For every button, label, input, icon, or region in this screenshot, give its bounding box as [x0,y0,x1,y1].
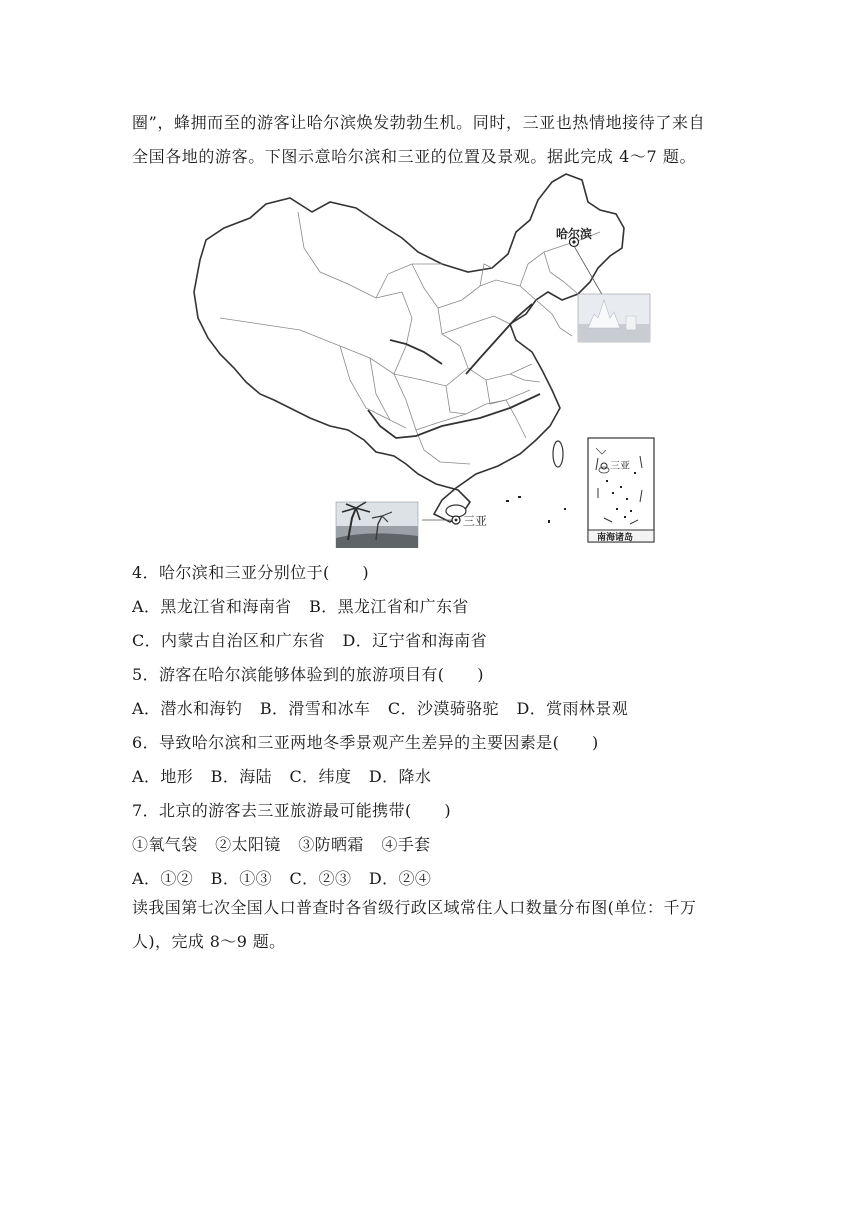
question-4-options-row-2 [132,624,742,658]
option-c: C．纬度 [289,767,352,786]
question-6-options [132,760,742,794]
option-c: C．②③ [289,869,352,888]
question-4-stem: 4．哈尔滨和三亚分别位于( ) [132,563,370,582]
option-c: C．内蒙古自治区和广东省 [132,631,326,650]
intro-line-1: 圈”，蜂拥而至的游客让哈尔滨焕发勃勃生机。同时，三亚也热情地接待了来自 [132,113,706,132]
palm-beach-photo [336,502,418,548]
option-d: D．降水 [368,767,432,786]
tail-line-2: 人)，完成 8～9 题。 [132,932,286,951]
option-d: D．赏雨林景观 [516,699,629,718]
option-d: D．②④ [368,869,432,888]
option-a: A．黑龙江省和海南省 [132,597,292,616]
question-4-options-row-1 [132,590,742,624]
south-china-sea-inset [588,438,654,542]
option-a: A．潜水和海钓 [132,699,243,718]
item-4: ④手套 [381,835,431,854]
option-a: A．地形 [132,767,194,786]
option-b: B．黑龙江省和广东省 [309,597,469,616]
item-2: ②太阳镜 [215,835,281,854]
questions-block [132,556,742,896]
option-d: D．辽宁省和海南省 [342,631,487,650]
intro-line-2: 全国各地的游客。下图示意哈尔滨和三亚的位置及景观。据此完成 4～7 题。 [132,147,697,166]
china-map-figure [180,168,680,548]
intro-paragraph [132,106,742,174]
taiwan-island [553,441,563,467]
harbin-label: 哈尔滨 [556,227,593,241]
china-map-svg [180,168,680,548]
option-b: B．滑雪和冰车 [259,699,371,718]
question-7-items [132,828,742,862]
option-b: B．海陆 [210,767,273,786]
inset-title: 南海诸岛 [597,533,634,543]
inset-sanya-label: 三亚 [610,461,630,472]
sanya-label: 三亚 [463,514,488,528]
question-7-stem: 7．北京的游客去三亚旅游最可能携带( ) [132,801,452,820]
option-c: C．沙漠骑骆驼 [387,699,499,718]
item-3: ③防晒霜 [298,835,364,854]
item-1: ①氧气袋 [132,835,198,854]
next-section-intro [132,891,742,959]
ice-sculpture-photo [578,294,650,342]
question-6-stem: 6．导致哈尔滨和三亚两地冬季景观产生差异的主要因素是( ) [132,733,599,752]
tail-line-1: 读我国第七次全国人口普查时各省级行政区域常住人口数量分布图(单位：千万 [132,898,697,917]
question-5-stem: 5．游客在哈尔滨能够体验到的旅游项目有( ) [132,665,484,684]
option-a: A．①② [132,869,194,888]
option-b: B．①③ [210,869,273,888]
scattered-islands [506,496,566,523]
question-5-options [132,692,742,726]
